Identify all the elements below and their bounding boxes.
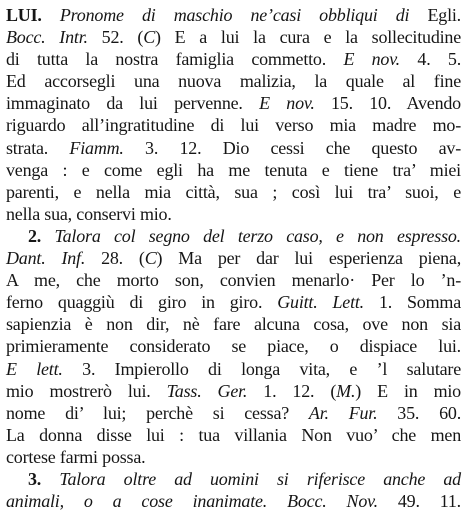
text-run: di tutta la nostra famiglia commetto. xyxy=(6,49,344,70)
entry-line xyxy=(6,313,461,335)
text-run: sapienzia è non dir, nè fare alcuna cosa, ove non sia xyxy=(6,314,461,335)
text-run: A me, che morto son, convien menarlo· Per lo ’n- xyxy=(6,270,461,291)
entry-line xyxy=(6,92,461,114)
text-run: riguardo all’ingratitudine di lui verso mia madre mo- xyxy=(6,115,461,136)
text-run: 4. 5. xyxy=(400,49,461,70)
text-run: 15. 10. Avendo xyxy=(314,93,461,114)
italic-text: Bocc. Intr. xyxy=(6,27,88,48)
entry-line xyxy=(6,159,461,181)
entry-line xyxy=(6,70,461,92)
entry-line xyxy=(6,137,461,159)
text-run: La donna disse lui : tua villania Non vuo’ che men xyxy=(6,424,461,445)
text-run: nome di’ lui; perchè si cessa? xyxy=(6,402,309,423)
italic-text: E lett. xyxy=(6,358,63,379)
text-run: 52. ( xyxy=(87,27,144,48)
italic-text: Guitt. Lett. xyxy=(277,292,364,313)
section-number: LUI. xyxy=(6,5,42,25)
italic-text: E nov. xyxy=(259,93,315,114)
italic-text: C xyxy=(143,27,156,48)
text-run: ) Ma per dar lui esperienza piena, xyxy=(156,248,461,269)
text-run xyxy=(41,226,54,246)
entry-line xyxy=(6,335,461,357)
text-run: 1. 12. ( xyxy=(247,380,337,401)
entry-line xyxy=(6,4,461,26)
text-run: nella sua, conservi mio. xyxy=(6,203,172,224)
text-run xyxy=(267,491,287,511)
text-run: Egli. xyxy=(409,5,461,25)
italic-text: Talora col segno del terzo caso, e non espresso. xyxy=(54,225,461,246)
text-run: Ed accorsegli una nuova malizia, la quale al fine xyxy=(6,71,461,92)
text-run: 49. 11. xyxy=(377,491,461,512)
entry-line xyxy=(6,26,461,48)
italic-text: Talora oltre ad uomini si riferisce anche ad xyxy=(59,468,461,489)
text-run xyxy=(42,5,60,25)
text-run: primieramente considerato se piace, o dispiace lui. xyxy=(6,336,461,357)
text-run: ) E in mio xyxy=(355,380,461,401)
section-number: 2. xyxy=(28,225,42,246)
text-run: 3. 12. Dio cessi che questo av- xyxy=(123,137,461,158)
entry-line xyxy=(6,402,461,424)
entry-line xyxy=(6,269,461,291)
text-run: cortese farmi possa. xyxy=(6,446,146,467)
italic-text: Bocc. Nov. xyxy=(287,491,378,512)
entry-line xyxy=(6,181,461,203)
italic-text: M. xyxy=(336,380,356,401)
entry-line xyxy=(6,203,461,225)
text-run: 1. Somma xyxy=(363,292,462,313)
entry-line xyxy=(6,358,461,380)
italic-text: Tass. Ger. xyxy=(166,380,248,401)
entry-line xyxy=(6,291,461,313)
text-run: 35. 60. xyxy=(377,402,461,423)
text-run: ) E a lui la cura e la sollecitudine xyxy=(155,27,462,48)
entry-line xyxy=(6,114,461,136)
text-run: immaginato da lui pervenne. xyxy=(6,93,260,114)
italic-text: E nov. xyxy=(343,49,400,70)
italic-text: Dant. Inf. xyxy=(6,248,86,269)
text-run: 28. ( xyxy=(85,248,145,269)
text-run: venga : e come egli ha me tenuta e tiene tra’ miei xyxy=(6,159,461,180)
text-run: 3. Impierollo di longa vita, e ’l salutare xyxy=(62,358,461,379)
text-run: mio mostrerò lui. xyxy=(6,380,167,401)
entry-line xyxy=(6,380,461,402)
section-number: 3. xyxy=(28,468,42,489)
italic-text: Pronome di maschio ne’casi obbliqui di xyxy=(59,5,410,25)
text-run: strata. xyxy=(6,137,70,158)
text-run: ferno quaggiù di giro in giro. xyxy=(6,292,278,313)
text-run xyxy=(41,469,59,489)
entry-line xyxy=(6,48,461,70)
entry-line xyxy=(6,225,461,247)
text-run: parenti, e nella mia città, sua ; così lui tra’ suoi, e xyxy=(6,181,461,202)
entry-line xyxy=(6,446,461,468)
italic-text: animali, o a cose inanimate. xyxy=(6,491,268,512)
entry-line xyxy=(6,468,461,490)
entry-line xyxy=(6,247,461,269)
entry-line xyxy=(6,424,461,446)
italic-text: Ar. Fur. xyxy=(308,402,378,423)
dictionary-entry xyxy=(6,4,461,512)
entry-line xyxy=(6,490,461,512)
italic-text: Fiamm. xyxy=(69,137,124,158)
italic-text: C xyxy=(144,248,157,269)
